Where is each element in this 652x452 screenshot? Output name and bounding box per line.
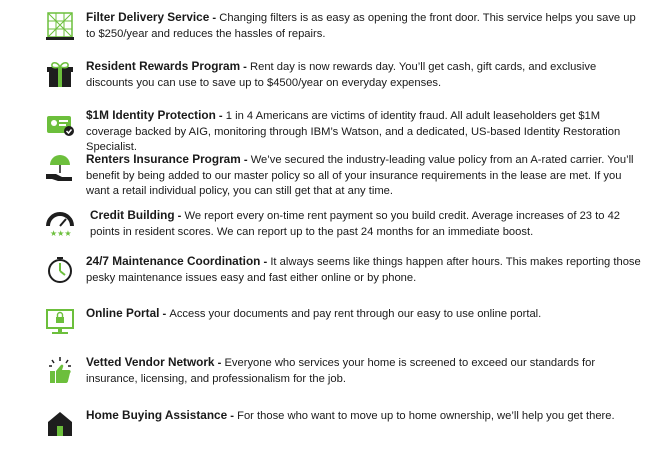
- service-title: Resident Rewards Program: [86, 59, 241, 73]
- service-text: [86, 254, 646, 286]
- monitor-lock-icon: [44, 306, 76, 338]
- service-description: Everyone who services your home is screened to exceed our standards for insurance, licensing, and professionalism for the job.: [86, 357, 596, 385]
- service-title: 24/7 Maintenance Coordination: [86, 254, 261, 268]
- service-item-resident-rewards: [44, 59, 644, 103]
- service-description: Access your documents and pay rent through our easy to use online portal.: [169, 308, 542, 320]
- service-item-credit-building: [44, 208, 644, 252]
- service-title: Home Buying Assistance: [86, 408, 228, 422]
- service-item-home-buying-assistance: [44, 408, 644, 452]
- service-text: [86, 355, 646, 387]
- service-item-renters-insurance: [44, 152, 644, 196]
- service-description: It always seems like things happen after hours. This makes reporting those pesky maintenance issues easy and fast either online or by phone.: [86, 256, 641, 284]
- service-text: [86, 59, 646, 91]
- service-item-maintenance-coordination: [44, 254, 644, 298]
- service-description: For those who want to move up to home ownership, we’ll help you get there.: [237, 410, 615, 422]
- service-separator: -: [227, 410, 238, 422]
- service-text: [86, 108, 646, 156]
- service-item-vetted-vendor-network: [44, 355, 644, 399]
- service-separator: -: [159, 308, 170, 320]
- svg-text:★★★: ★★★: [50, 229, 72, 238]
- service-text: [86, 408, 646, 425]
- service-description: We’ve secured the industry-leading value policy from an A-rated carrier. You’ll benefit by being added to our master policy so all of your insurance requirements in the lease are met. If you want a retail individual policy, you can still get that at any time.: [86, 154, 634, 197]
- service-description: 1 in 4 Americans are victims of identity fraud. All adult leaseholders get $1M coverage backed by AIG, monitoring through IBM’s Watson, and a dedicated, US-based Identity Restoration Specialist.: [86, 110, 621, 153]
- service-description: Rent day is now rewards day. You’ll get cash, gift cards, and exclusive discounts you can use to save up to $4500/year on everyday expenses.: [86, 61, 597, 89]
- service-title: Vetted Vendor Network: [86, 355, 215, 369]
- service-title: $1M Identity Protection: [86, 108, 216, 122]
- service-text: [86, 10, 646, 42]
- service-text: [86, 306, 646, 323]
- service-text: [90, 208, 650, 240]
- filter-grid-icon: [44, 10, 76, 42]
- gift-icon: [44, 59, 76, 91]
- service-title: Renters Insurance Program: [86, 152, 241, 166]
- service-item-identity-protection: [44, 108, 644, 152]
- service-separator: -: [240, 154, 251, 166]
- home-buying-icon: [44, 408, 76, 440]
- umbrella-hand-icon: [44, 152, 76, 184]
- service-separator: -: [174, 210, 185, 222]
- service-title: Online Portal: [86, 306, 160, 320]
- service-description: We report every on-time rent payment so you build credit. Average increases of 23 to 42 points in resident scores. We can report up to the past 24 months for an immediate boost.: [90, 210, 621, 238]
- service-separator: -: [209, 12, 220, 24]
- service-separator: -: [215, 110, 226, 122]
- service-item-filter-delivery: [44, 10, 644, 54]
- service-separator: -: [214, 357, 225, 369]
- service-item-online-portal: [44, 306, 644, 350]
- service-separator: -: [240, 61, 251, 73]
- service-separator: -: [260, 256, 271, 268]
- service-title: Filter Delivery Service: [86, 10, 210, 24]
- id-card-shield-icon: [44, 108, 76, 140]
- clock-icon: [44, 254, 76, 286]
- credit-gauge-icon: [44, 208, 76, 240]
- thumbs-up-icon: [44, 355, 76, 387]
- service-title: Credit Building: [90, 208, 175, 222]
- service-description: Changing filters is as easy as opening the front door. This service helps you save up to $250/year and reduces the hassles of repairs.: [86, 12, 636, 40]
- service-text: [86, 152, 646, 200]
